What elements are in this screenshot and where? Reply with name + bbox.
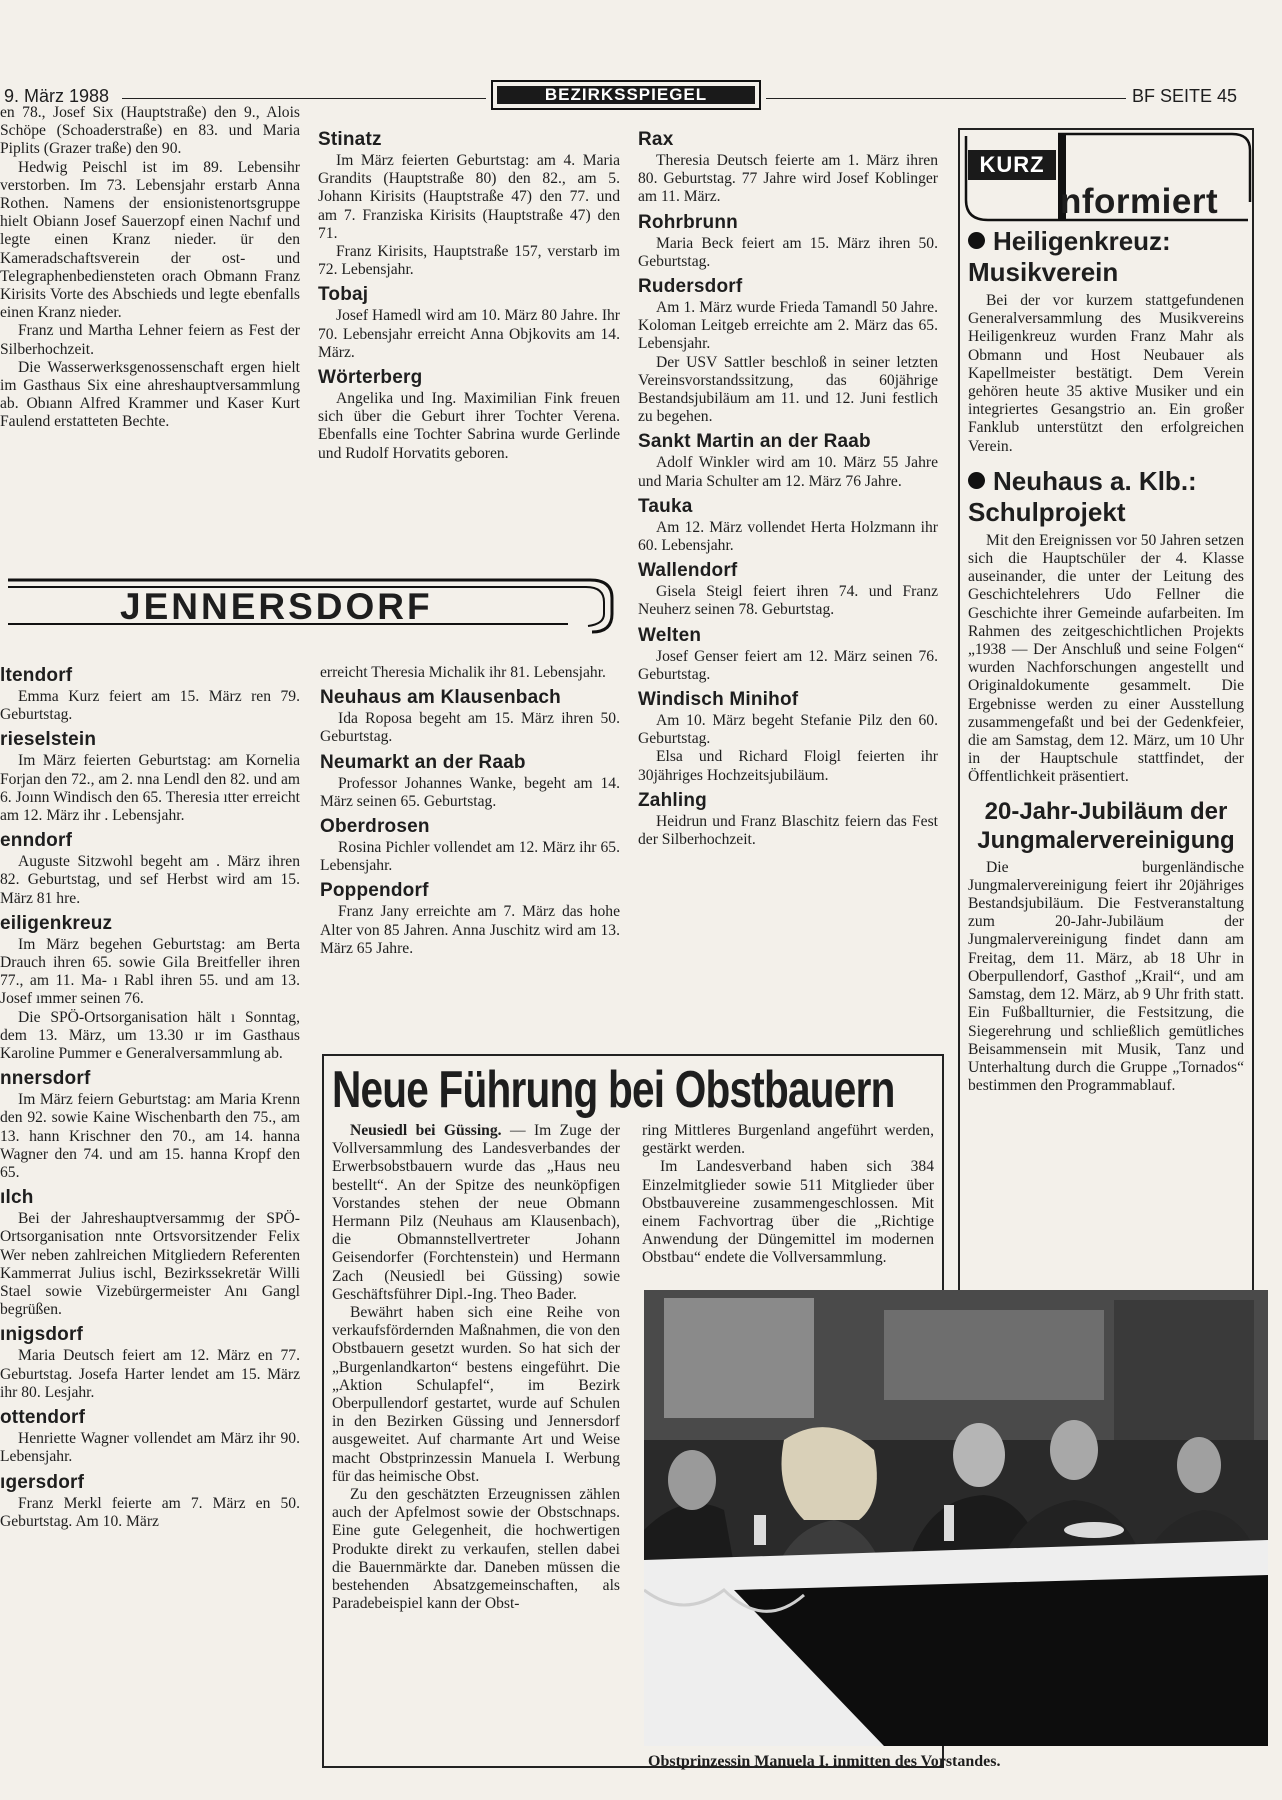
paragraph: en 78., Josef Six (Hauptstraße) den 9., Alois Schöpe (Schoaderstraße) en 83. und Maria Piplits (Grazer traße) den 90. — [0, 104, 300, 158]
place-heading: Zahling — [638, 789, 707, 811]
paragraph: Mit den Ereignissen vor 50 Jahren setzen sich die Hauptschüler der 4. Klasse auseinander, die unter der Leitung des Geschichtelehrers Udo Fellner die Geschichte ihrer Gemeinde aufarbeiten. Im Rahmen des zeitgeschichtlichen Projekts „1938 — Der Anschluß und seine Folgen“ wurden Nachforschungen angestellt und Originaldokumente gesammelt. Die Ergebnisse werden zu einer Ausstellung zusammengefaßt und bei der Gedenkfeier, die am Samstag, dem 12. März, um 10 Uhr in der Hauptschule stattfindet, der Öffentlichkeit präsentiert. — [968, 531, 1244, 786]
news-item-place — [968, 466, 1244, 497]
informiert-label: nformiert — [1060, 182, 1219, 221]
bullet-icon — [968, 232, 985, 249]
paragraph: Josef Hamedl wird am 10. März 80 Jahre. Ihr 70. Lebensjahr erreicht Anna Objkovits am 14. März. — [318, 307, 620, 361]
paragraph: ring Mittleres Burgenland angeführt werden, gestärkt werden. — [642, 1122, 934, 1158]
place-heading: Rohrbrunn — [638, 211, 738, 233]
paragraph: Zu den geschätzten Erzeugnissen zählen auch der Apfelmost sowie der Obstschnaps. Eine gute Gelegenheit, die hochwertigen Produkte direkt zu verkaufen, stellen dabei die Bauernmärkte dar. Daneben müssen die bestehenden Absatzgemeinschaften, als Paradebeispiel kann der Obst- — [332, 1486, 620, 1613]
place-heading: Wörterberg — [318, 367, 423, 389]
issue-date: 9. März 1988 — [4, 86, 110, 106]
paragraph: Die Wasserwerksgenossenschaft ergen hielt im Gasthaus Six eine ahreshauptversammlung ab. Obıann Alfred Krammer und Kaser Kurt Faulend erstatteten Bechte. — [0, 358, 300, 431]
paragraph: Theresia Deutsch feierte am 1. März ihren 80. Geburtstag. 77 Jahre wird Josef Koblinger am 11. März. — [638, 152, 938, 206]
paragraph: Maria Deutsch feiert am 12. März en 77. Geburtstag. Josefa Harter lendet am 15. März ihr 80. Lesjahr. — [0, 1347, 300, 1401]
paragraph: Angelika und Ing. Maximilian Fink freuen sich über die Geburt ihrer Tochter Verena. Ebenfalls eine Tochter Sabrina wurde Gerlinde und Rudolf Horvatits geboren. — [318, 390, 620, 462]
paragraph: Im Landesverband haben sich 384 Einzelmitglieder sowie 511 Mitglieder über Obstbauvereine zusammengeschlossen. Mit einem Fachvortrag über die „Richtige Anwendung der Düngemittel im modernen Obstbau“ endete die Vollversammlung. — [642, 1158, 934, 1267]
news-item-place-text: Heiligenkreuz: — [993, 226, 1171, 256]
paragraph: Die burgenländische Jungmalervereinigung feiert ihr 20jähriges Bestandsjubiläum. Die Festveranstaltung zum 20-Jahr-Jubiläum der Jungmalervereinigung findet dann am Freitag, dem 11. März, ab 18 Uhr in Oberpullendorf, Gasthof „Krail“, und am Samstag, dem 12. März, ab 9 Uhr frith statt. Ein Fußballturnier, die Festsitzung, die Siegerehrung und schließlich gemütliches Beisammensein mit Musik, Tanz und Unterhaltung durch die Gruppe „Tornados“ bestimmen den Programmablauf. — [968, 858, 1244, 1095]
paragraph: Emma Kurz feiert am 15. März ren 79. Geburtstag. — [0, 688, 300, 724]
paragraph: Im März feierten Geburtstag: am Kornelia Forjan den 72., am 2. nna Lendl den 82. und am 6. Joınn Windisch den 65. Theresia ıtter erreicht am 12. März ihr . Lebensjahr. — [0, 752, 300, 825]
right-locality-column — [638, 128, 938, 849]
paragraph: Bei der Jahreshauptversammıg der SPÖ-Ortsorganisation nnte Ortsvorsitzender Felix Wer neben zahlreichen Mitgliedern Referenten Kammerrat Julius ischl, Bezirkssekretär Willi Stael sowie Vizebürgermeister Anı Gangl begrüßen. — [0, 1210, 300, 1319]
place-heading: Rax — [638, 129, 674, 150]
photo-caption: Obstprinzessin Manuela I. inmitten des Vorstandes. — [648, 1753, 1001, 1770]
top-left-column — [0, 104, 300, 432]
place-heading: eiligenkreuz — [0, 912, 113, 934]
paragraph: Franz Jany erreichte am 7. März das hohe Alter von 85 Jahren. Anna Juschitz wird am 13. März 65 Jahre. — [320, 903, 620, 957]
place-heading: Welten — [638, 624, 702, 646]
paragraph: Franz Merkl feierte am 7. März en 50. Geburtstag. Am 10. März — [0, 1494, 300, 1530]
place-heading: Poppendorf — [320, 880, 429, 902]
dateline: Neusiedl bei Güssing. — [350, 1122, 502, 1139]
paragraph: erreicht Theresia Michalik ihr 81. Lebensjahr. — [320, 664, 606, 681]
jennersdorf-left-column — [0, 664, 300, 1531]
place-heading: ottendorf — [0, 1407, 86, 1429]
paragraph: Hedwig Peischl ist im 89. Lebensihr verstorben. Im 73. Lebensjahr erstarb Anna Rothen. Namens der ensionistenortsgruppe hielt Obiann Josef Sauerzopf einen Nachıf und legte einen Kranz nieder. ür den Kameradschaftsverein der ost- und Telegraphenbediensteten orach Obmann Franz Kirisits Vorte des Abschieds und legte ebenfalls einen Kranz nieder. — [0, 158, 300, 322]
jennersdorf-title: JENNERSDORF — [120, 586, 433, 627]
paragraph: Heidrun und Franz Blaschitz feiern das Fest der Silberhochzeit. — [638, 812, 938, 849]
place-heading: Tauka — [638, 495, 693, 517]
paragraph: Die SPÖ-Ortsorganisation hält ı Sonntag, dem 13. März, um 13.30 ır im Gasthaus Karoline Pummer e Generalversammlung ab. — [0, 1008, 300, 1063]
kurz-column — [968, 226, 1244, 1095]
place-heading: Wallendorf — [638, 560, 738, 582]
obstbauern-column-1 — [332, 1122, 620, 1613]
paragraph: Im März begehen Geburtstag: am Berta Drauch ihren 65. sowie Gila Breitfeller ihren 77., am 11. Ma- ı Rabl ihren 55. und am 13. Josef ımmer seinen 76. — [0, 935, 300, 1008]
paragraph: Am 12. März vollendet Herta Holzmann ihr 60. Lebensjahr. — [638, 518, 938, 555]
paragraph: Franz und Martha Lehner feiern as Fest der Silberhochzeit. — [0, 322, 300, 358]
jubilaeum-title-line2: Jungmalervereinigung — [977, 826, 1235, 854]
paragraph: Adolf Winkler wird am 10. März 55 Jahre und Maria Schulter am 12. März 76 Jahre. — [638, 454, 938, 490]
place-heading: Neuhaus am Klausenbach — [320, 687, 561, 709]
place-heading: Neumarkt an der Raab — [320, 751, 526, 773]
page-number: BF SEITE 45 — [1132, 86, 1238, 106]
place-heading: ılch — [0, 1187, 34, 1209]
bullet-icon — [968, 472, 985, 489]
paragraph: — Im Zuge der Vollversammlung des Landesverbandes der Erwerbsobstbauern wurde das „Haus neu bestellt“. An der Spitze des neunköpfigen Vorstandes stehen der neue Obmann Hermann Pilz (Neuhaus am Klausenbach), die Obmannstellvertreter Johann Geisendorfer (Forchtenstein) und Hermann Zach (Neusiedl bei Güssing) sowie Geschäftsführer Dipl.-Ing. Theo Bader. — [332, 1122, 621, 1303]
place-heading: nnersdorf — [0, 1068, 91, 1090]
paragraph: Gisela Steigl feiert ihren 74. und Franz Neuherz seinen 78. Geburtstag. — [638, 583, 938, 619]
paragraph: Der USV Sattler beschloß in seiner letzten Vereinsvorstandssitzung, das 60jährige Bestandsjubiläum am 11. und 12. Juni festlich zu begehen. — [638, 353, 938, 426]
place-heading: ltendorf — [0, 665, 73, 686]
paragraph: Elsa und Richard Floigl feierten ihr 30jähriges Hochzeitsjubiläum. — [638, 748, 938, 784]
obstbauern-column-2 — [642, 1122, 934, 1268]
paragraph: Im März feiern Geburtstag: am Maria Krenn den 92. sowie Kaine Wischenbarth den 75., am 13. hann Krischner den 70., am 14. hanna Wagner den 74. und am 15. hanna Kropf den 65. — [0, 1091, 300, 1182]
news-item-place-text: Neuhaus a. Klb.: — [993, 465, 1197, 496]
paragraph: Professor Johannes Wanke, begeht am 14. März seinen 65. Geburtstag. — [320, 774, 620, 810]
paragraph: Ida Roposa begeht am 15. März ihren 50. Geburtstag. — [320, 710, 620, 746]
paragraph: Am 10. März begeht Stefanie Pilz den 60. Geburtstag. — [638, 712, 938, 748]
news-item-topic: Musikverein — [968, 257, 1119, 287]
jennersdorf-middle-column — [320, 664, 620, 958]
section-title: BEZIRKSSPIEGEL — [497, 86, 755, 104]
place-heading: Sankt Martin an der Raab — [638, 431, 871, 453]
top-middle-column — [318, 128, 620, 463]
obstbauern-headline: Neue Führung bei Obstbauern — [332, 1061, 895, 1119]
place-heading: Stinatz — [318, 129, 382, 150]
kurz-label: KURZ — [968, 150, 1056, 180]
place-heading: ınigsdorf — [0, 1324, 84, 1346]
paragraph: Auguste Sitzwohl begeht am . März ihren 82. Geburtstag, und sef Herbst wird am 15. März 81 hre. — [0, 853, 300, 907]
header-rule-right — [766, 98, 1126, 99]
paragraph: Im März feierten Geburtstag: am 4. Maria Grandits (Hauptstraße 80) den 82., am 5. Johann Kirisits (Hauptstraße 47) den 77. und am 7. Franziska Kirisits (Hauptstraße 47) den 71. — [318, 152, 620, 242]
place-heading: Oberdrosen — [320, 816, 430, 838]
paragraph: Rosina Pichler vollendet am 12. März ihr 65. Lebensjahr. — [320, 839, 620, 875]
paragraph: Am 1. März wurde Frieda Tamandl 50 Jahre. Koloman Leitgeb erreichte am 2. März das 65. Lebensjahr. — [638, 299, 938, 353]
paragraph: Bewährt haben sich eine Reihe von verkaufsfördernden Maßnahmen, die von den Obstbauern gesetzt wurden. So hat sich der „Burgenlandkarton“ bestens eingeführt. Die „Aktion Schulapfel“, im Bezirk Oberpullendorf gestartet, wurde auf Schulen in den Bezirken Güssing und Jennersdorf ausgeweitet. Auf charmante Art und Weise macht Obstprinzessin Manuela I. Werbung für das heimische Obst. — [332, 1304, 620, 1485]
place-heading: Tobaj — [318, 284, 369, 306]
place-heading: enndorf — [0, 830, 73, 852]
news-item-place — [968, 226, 1244, 257]
paragraph: Henriette Wagner vollendet am März ihr 90. Lebensjahr. — [0, 1430, 300, 1466]
header-rule-left — [122, 98, 486, 99]
paragraph: Franz Kirisits, Hauptstraße 157, verstarb im 72. Lebensjahr. — [318, 243, 620, 279]
paragraph: Maria Beck feiert am 15. März ihren 50. Geburtstag. — [638, 234, 938, 270]
paragraph: Josef Genser feiert am 12. März seinen 76. Geburtstag. — [638, 647, 938, 683]
section-banner — [491, 80, 761, 110]
place-heading: Rudersdorf — [638, 276, 743, 298]
paragraph: Bei der vor kurzem stattgefundenen Generalversammlung des Musikvereins Heiligenkreuz wurden Franz Mahr als Obmann und Host Neubauer als Kapellmeister bestätigt. Dem Verein gehören heute 35 aktive Musiker und ein integriertes Gesangstrio an. Ein großer Fanklub unterstützt den erfolgreichen Verein. — [968, 292, 1244, 455]
place-heading: rieselstein — [0, 729, 97, 751]
jubilaeum-title-line1: 20-Jahr-Jubiläum der — [984, 797, 1228, 825]
place-heading: Windisch Minihof — [638, 689, 799, 711]
place-heading: ıgersdorf — [0, 1471, 85, 1493]
board-photo — [644, 1290, 1268, 1746]
news-item-topic: Schulprojekt — [968, 496, 1126, 527]
